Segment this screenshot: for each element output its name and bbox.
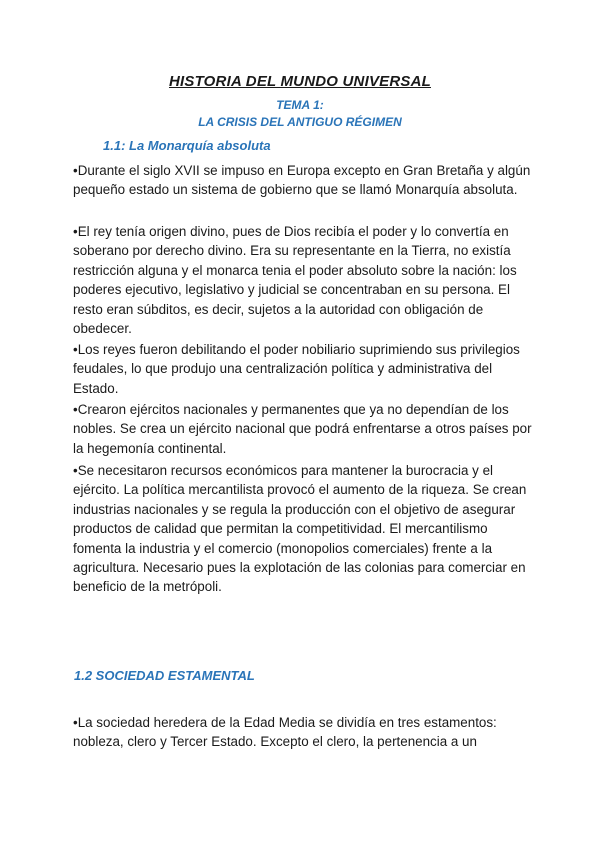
paragraph: •Crearon ejércitos nacionales y permanentes que ya no dependían de los nobles. Se crea un ejército nacional que podrá enfrentarse a otros países por la hegemonía continental. [73, 402, 532, 456]
section-heading: 1.1: La Monarquía absoluta [103, 138, 271, 153]
paragraph: •Durante el siglo XVII se impuso en Europa excepto en Gran Bretaña y algún pequeño estado un sistema de gobierno que se llamó Monarquía absoluta. [73, 163, 531, 198]
tema-label: TEMA 1: [276, 98, 324, 112]
section-heading: 1.2 SOCIEDAD ESTAMENTAL [74, 668, 255, 683]
paragraph: •El rey tenía origen divino, pues de Dios recibía el poder y lo convertía en soberano por derecho divino. Era su representante en la Tierra, no existía restricción alguna y el monarca tenia el poder absoluto sobre la nación: los poderes ejecutivo, legislativo y judicial se concentraban en su persona. El resto eran súbditos, es decir, sujetos a la autoridad con obligación de obedecer. [73, 224, 517, 337]
tema-title: LA CRISIS DEL ANTIGUO RÉGIMEN [198, 115, 402, 129]
paragraph: •Se necesitaron recursos económicos para mantener la burocracia y el ejército. La política mercantilista provocó el aumento de la riqueza. Se crean industrias nacionales y se regula la producción con el objetivo de asegurar productos de calidad que permitan la competitividad. El mercantilismo fomenta la industria y el comercio (monopolios comerciales) frente a la agricultura. Necesario pues la explotación de las colonias para comerciar en beneficio de la metrópoli. [73, 463, 527, 595]
document-title: HISTORIA DEL MUNDO UNIVERSAL [168, 73, 431, 90]
paragraph: •La sociedad heredera de la Edad Media se dividía en tres estamentos: nobleza, clero y Tercer Estado. Excepto el clero, la pertenencia a un [73, 715, 497, 750]
paragraph: •Los reyes fueron debilitando el poder nobiliario suprimiendo sus privilegios feudales, lo que produjo una centralización política y administrativa del Estado. [73, 342, 520, 396]
